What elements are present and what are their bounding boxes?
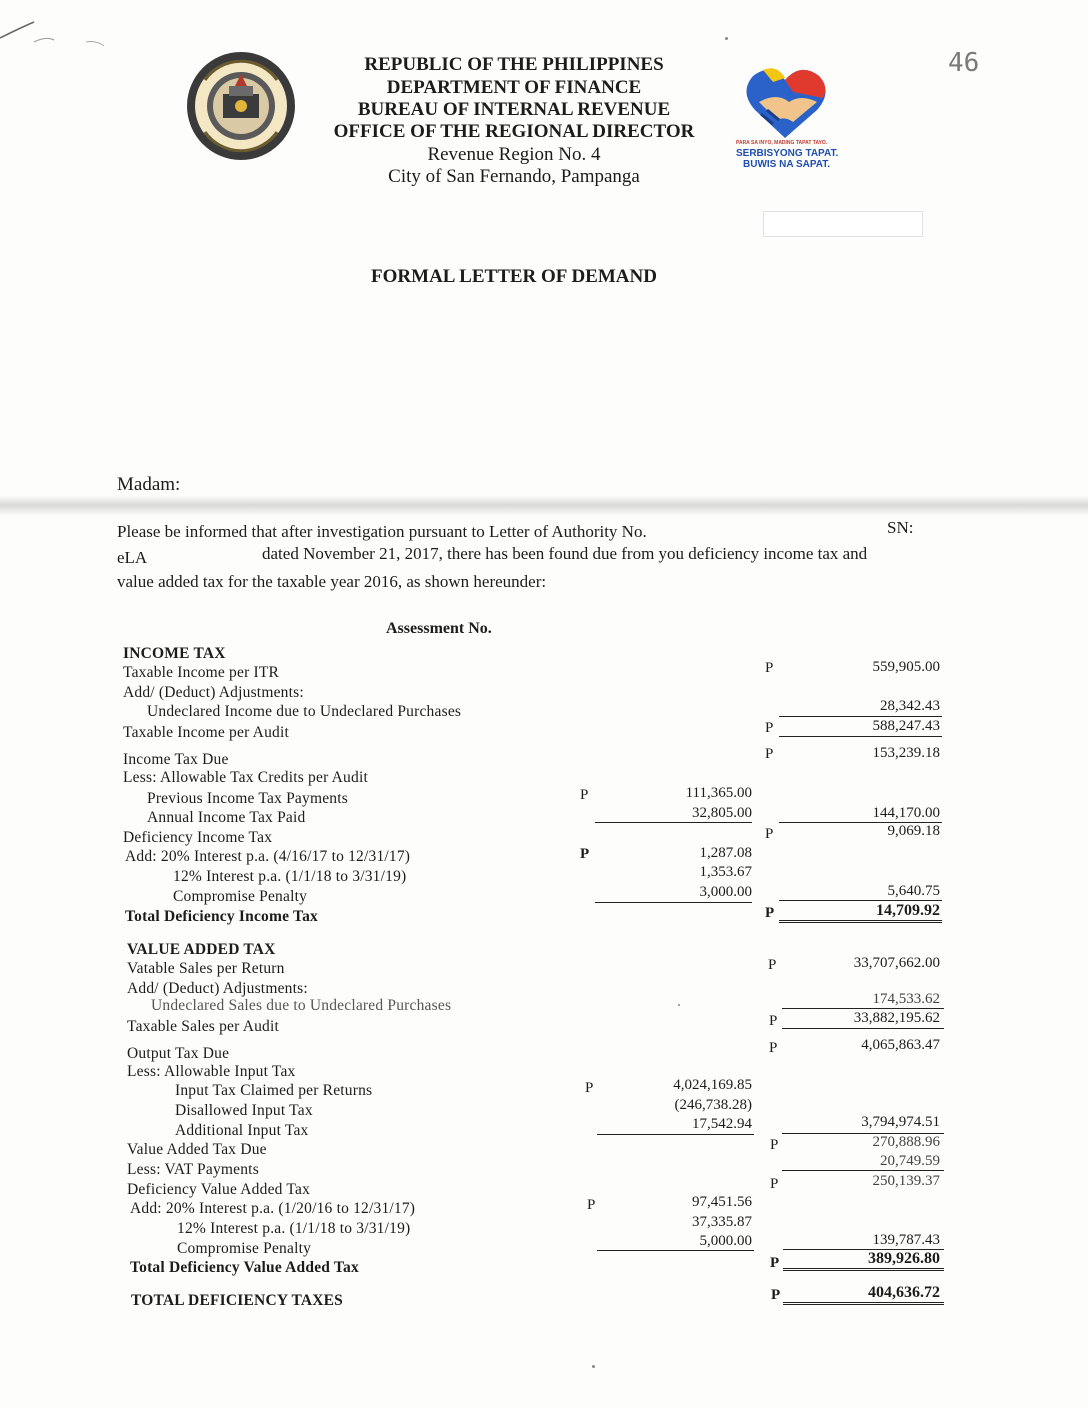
peso-sign: P: [771, 1287, 781, 1303]
rule: [595, 822, 752, 823]
page-number: 46: [948, 48, 980, 78]
rule: [782, 1170, 944, 1171]
total-vat-label: Total Deficiency Value Added Tax: [130, 1259, 359, 1276]
interest-12-label: 12% Interest p.a. (1/1/18 to 3/31/19): [173, 868, 407, 885]
header-region: Revenue Region No. 4: [427, 144, 601, 165]
previous-payments-label: Previous Income Tax Payments: [147, 790, 348, 807]
output-tax-due-label: Output Tax Due: [127, 1045, 230, 1062]
double-rule: [783, 1302, 944, 1305]
vat-compromise-label: Compromise Penalty: [177, 1240, 312, 1257]
interest-20-value: 1,287.08: [699, 845, 752, 861]
less-input-label: Less: Allowable Input Tax: [127, 1063, 296, 1080]
deficiency-vat-value: 250,139.37: [872, 1173, 940, 1189]
header-republic: REPUBLIC OF THE PHILIPPINES: [364, 54, 664, 75]
peso-sign: P: [580, 846, 590, 862]
deficiency-income-tax-value: 9,069.18: [887, 823, 940, 839]
adjustments-label: Add/ (Deduct) Adjustments:: [123, 684, 304, 701]
intro-line-1: Please be informed that after investigation pursuant to Letter of Authority No.: [117, 522, 647, 541]
undeclared-income-value: 28,342.43: [880, 698, 940, 714]
vat-due-value: 270,888.96: [872, 1134, 940, 1150]
logo-text-1: SERBISYONG TAPAT.: [736, 148, 839, 159]
peso-sign: P: [770, 1255, 780, 1271]
vatable-sales-value: 33,707,662.00: [853, 955, 940, 971]
header-office: OFFICE OF THE REGIONAL DIRECTOR: [333, 121, 695, 142]
compromise-label: Compromise Penalty: [173, 888, 308, 905]
grand-total-value: 404,636.72: [868, 1284, 940, 1301]
peso-sign: P: [587, 1197, 596, 1213]
letter-title: FORMAL LETTER OF DEMAND: [371, 266, 657, 287]
total-income-tax-value: 14,709.92: [876, 902, 940, 919]
intro-line-3: value added tax for the taxable year 2016, as shown hereunder:: [117, 572, 547, 591]
peso-sign: P: [770, 1176, 779, 1192]
peso-sign: P: [585, 1080, 594, 1096]
vat-due-label: Value Added Tax Due: [127, 1141, 267, 1158]
vat-payments-value: 20,749.59: [880, 1153, 940, 1169]
rule: [597, 1134, 754, 1135]
interest-12-value: 1,353.67: [699, 864, 752, 880]
deficiency-income-tax-label: Deficiency Income Tax: [123, 829, 273, 846]
vat-total-additions-value: 139,787.43: [872, 1232, 940, 1248]
taxable-income-audit-label: Taxable Income per Audit: [123, 724, 289, 741]
input-claimed-value: 4,024,169.85: [673, 1077, 752, 1093]
income-tax-due-value: 153,239.18: [872, 745, 940, 761]
previous-payments-value: 111,365.00: [685, 785, 752, 801]
vat-interest-12-label: 12% Interest p.a. (1/1/18 to 3/31/19): [177, 1220, 411, 1237]
disallowed-label: Disallowed Input Tax: [175, 1102, 313, 1119]
header-city: City of San Fernando, Pampanga: [388, 166, 640, 187]
undeclared-sales-label: Undeclared Sales due to Undeclared Purchases: [151, 997, 452, 1014]
peso-sign: P: [765, 746, 774, 762]
vat-interest-20-label: Add: 20% Interest p.a. (1/20/16 to 12/31/17): [130, 1200, 416, 1217]
bir-seal-logo: [185, 50, 297, 162]
vat-payments-label: Less: VAT Payments: [127, 1161, 259, 1178]
peso-sign: P: [770, 1137, 779, 1153]
assessment-label: Assessment No.: [386, 620, 492, 637]
vat-adjustments-label: Add/ (Deduct) Adjustments:: [127, 980, 308, 997]
total-additions-value: 5,640.75: [887, 883, 940, 899]
compromise-value: 3,000.00: [699, 884, 752, 900]
peso-sign: P: [769, 1040, 778, 1056]
rule: [782, 1008, 944, 1009]
total-vat-value: 389,926.80: [868, 1250, 940, 1267]
header-bureau: BUREAU OF INTERNAL REVENUE: [357, 99, 671, 120]
undeclared-sales-value: 174,533.62: [872, 991, 940, 1007]
total-credits-value: 144,170.00: [872, 805, 940, 821]
handshake-heart-icon: [733, 62, 839, 142]
peso-sign: P: [765, 720, 774, 736]
redacted-box: [763, 211, 923, 237]
vat-heading: VALUE ADDED TAX: [127, 941, 276, 958]
rule: [595, 902, 752, 903]
scan-speck: [592, 1365, 595, 1368]
vatable-sales-label: Vatable Sales per Return: [127, 960, 285, 977]
income-tax-heading: INCOME TAX: [123, 645, 226, 662]
vat-compromise-value: 5,000.00: [699, 1233, 752, 1249]
intro-sn: SN:: [887, 518, 914, 537]
output-tax-due-value: 4,065,863.47: [861, 1037, 940, 1053]
deficiency-vat-label: Deficiency Value Added Tax: [127, 1181, 311, 1198]
additional-value: 17,542.94: [692, 1116, 752, 1132]
taxable-sales-audit-label: Taxable Sales per Audit: [127, 1018, 280, 1035]
taxable-sales-audit-value: 33,882,195.62: [853, 1010, 940, 1026]
total-income-tax-label: Total Deficiency Income Tax: [125, 908, 318, 925]
annual-paid-label: Annual Income Tax Paid: [147, 809, 306, 826]
rule: [779, 900, 942, 901]
rule: [782, 1028, 944, 1029]
undeclared-income-label: Undeclared Income due to Undeclared Purchases: [147, 703, 462, 720]
grand-total-label: TOTAL DEFICIENCY TAXES: [131, 1292, 343, 1309]
logo-tagline: PARA SA INYO, MADING TAPAT TAYO.: [736, 140, 828, 146]
income-tax-due-label: Income Tax Due: [123, 751, 229, 768]
double-rule: [779, 920, 942, 923]
rule: [779, 736, 942, 737]
double-rule: [783, 1268, 944, 1271]
interest-20-label: Add: 20% Interest p.a. (4/16/17 to 12/31/17): [125, 848, 411, 865]
total-input-value: 3,794,974.51: [861, 1114, 940, 1130]
annual-paid-value: 32,805.00: [692, 805, 752, 821]
header-department: DEPARTMENT OF FINANCE: [386, 77, 642, 98]
peso-sign: P: [580, 787, 589, 803]
peso-sign: P: [765, 660, 774, 676]
scan-speck: [678, 1004, 680, 1006]
additional-label: Additional Input Tax: [175, 1122, 309, 1139]
rule: [597, 1250, 754, 1251]
disallowed-value: (246,738.28): [674, 1097, 752, 1113]
peso-sign: P: [769, 1013, 778, 1029]
paper-fold: [0, 496, 1088, 516]
intro-ela: eLA: [117, 548, 148, 567]
scan-speck: [725, 37, 728, 40]
vat-interest-20-value: 97,451.56: [692, 1194, 752, 1210]
peso-sign: P: [765, 826, 774, 842]
rule: [779, 716, 942, 717]
taxable-income-itr-label: Taxable Income per ITR: [123, 664, 280, 681]
logo-text-2: BUWIS NA SAPAT.: [743, 159, 831, 170]
serbisyong-tapat-logo: [733, 62, 839, 182]
scan-marks: [0, 0, 130, 80]
taxable-income-itr-value: 559,905.00: [872, 659, 940, 675]
intro-line-2: dated November 21, 2017, there has been found due from you deficiency income tax and: [262, 544, 868, 563]
taxable-income-audit-value: 588,247.43: [872, 718, 940, 734]
vat-interest-12-value: 37,335.87: [692, 1214, 752, 1230]
input-claimed-label: Input Tax Claimed per Returns: [175, 1082, 373, 1099]
peso-sign: P: [768, 957, 777, 973]
salutation: Madam:: [117, 474, 181, 495]
less-credits-label: Less: Allowable Tax Credits per Audit: [123, 769, 368, 786]
peso-sign: P: [765, 905, 775, 921]
